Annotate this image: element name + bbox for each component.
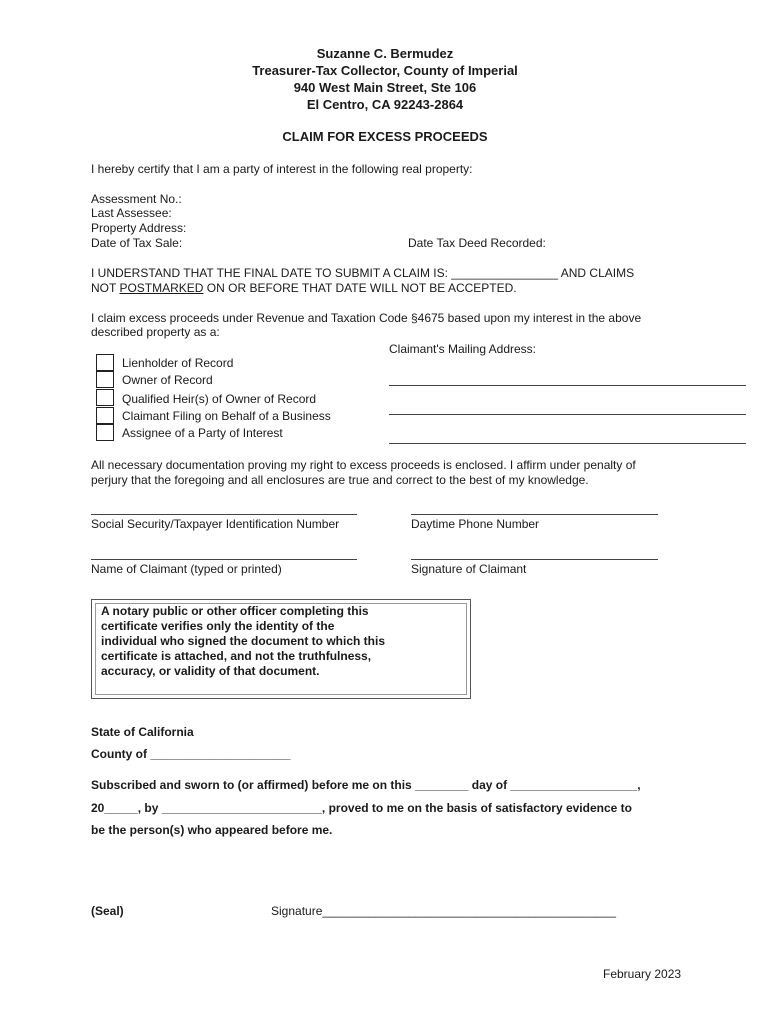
office-city: El Centro, CA 92243-2864 (306, 97, 464, 112)
ssn-label: Social Security/Taxpayer Identification Number (91, 517, 340, 531)
phone-label: Daytime Phone Number (411, 517, 540, 531)
claim-statement-line-1: I claim excess proceeds under Revenue and Taxation Code §4675 based upon my interest in the above (91, 311, 642, 325)
claimant-type-owner: Owner of Record (122, 373, 213, 387)
claimant-type-assignee: Assignee of a Party of Interest (122, 426, 283, 440)
assignee-checkbox[interactable] (96, 424, 114, 441)
office-street: 940 West Main Street, Ste 106 (293, 80, 477, 95)
mailing-address-label: Claimant's Mailing Address: (389, 342, 537, 356)
state-label: State of California (91, 725, 194, 739)
mailing-address-line-2[interactable] (389, 414, 746, 415)
claimant-type-heir: Qualified Heir(s) of Owner of Record (122, 392, 317, 406)
property-address-label: Property Address: (91, 221, 187, 235)
tax-sale-date-label: Date of Tax Sale: (91, 236, 183, 250)
footer-date: February 2023 (603, 967, 682, 981)
notary-signature-field: Signature____________________________________________ (271, 904, 617, 918)
notary-notice-text: A notary public or other officer completing this certificate verifies only the identity of the individual who signed the document to which this certificate is attached, and not the truthfulness, accuracy, or validity of that document. (101, 604, 386, 678)
sworn-line-1: Subscribed and sworn to (or affirmed) before me on this ________ day of ___________________, (91, 778, 641, 792)
phone-line[interactable] (411, 514, 658, 515)
county-field: County of _____________________ (91, 747, 291, 761)
qualified-heir-checkbox[interactable] (96, 389, 114, 406)
assessment-no-label: Assessment No.: (91, 192, 182, 206)
documentation-line-1: All necessary documentation proving my right to excess proceeds is enclosed. I affirm under penalty of (91, 458, 636, 472)
documentation-line-2: perjury that the foregoing and all enclosures are true and correct to the best of my knowledge. (91, 473, 589, 487)
deadline-line-1: I UNDERSTAND THAT THE FINAL DATE TO SUBMIT A CLAIM IS: ________________ AND CLAIMS (91, 266, 635, 280)
treasurer-name: Suzanne C. Bermudez (316, 46, 454, 61)
sworn-line-2: 20_____, by ________________________, proved to me on the basis of satisfactory evidence to (91, 801, 632, 815)
postmarked-word: POSTMARKED (119, 281, 204, 295)
office-title: Treasurer-Tax Collector, County of Imperial (252, 63, 518, 78)
claimant-name-line[interactable] (91, 559, 357, 560)
last-assessee-label: Last Assessee: (91, 206, 172, 220)
claimant-type-business: Claimant Filing on Behalf of a Business (122, 409, 331, 423)
deadline-line-2: NOT POSTMARKED ON OR BEFORE THAT DATE WILL NOT BE ACCEPTED. (91, 281, 517, 295)
certify-statement: I hereby certify that I am a party of interest in the following real property: (91, 162, 473, 176)
claimant-type-lienholder: Lienholder of Record (122, 356, 234, 370)
seal-label: (Seal) (91, 904, 124, 918)
mailing-address-line-3[interactable] (389, 443, 746, 444)
lienholder-checkbox[interactable] (96, 354, 114, 371)
owner-checkbox[interactable] (96, 371, 114, 388)
business-claimant-checkbox[interactable] (96, 407, 114, 424)
claimant-signature-label: Signature of Claimant (411, 562, 527, 576)
mailing-address-line-1[interactable] (389, 385, 746, 386)
claimant-signature-line[interactable] (411, 559, 658, 560)
claimant-name-label: Name of Claimant (typed or printed) (91, 562, 282, 576)
form-title: CLAIM FOR EXCESS PROCEEDS (282, 129, 488, 144)
ssn-line[interactable] (91, 514, 357, 515)
sworn-line-3: be the person(s) who appeared before me. (91, 823, 333, 837)
deed-recorded-label: Date Tax Deed Recorded: (408, 236, 546, 250)
claim-statement-line-2: described property as a: (91, 325, 220, 339)
